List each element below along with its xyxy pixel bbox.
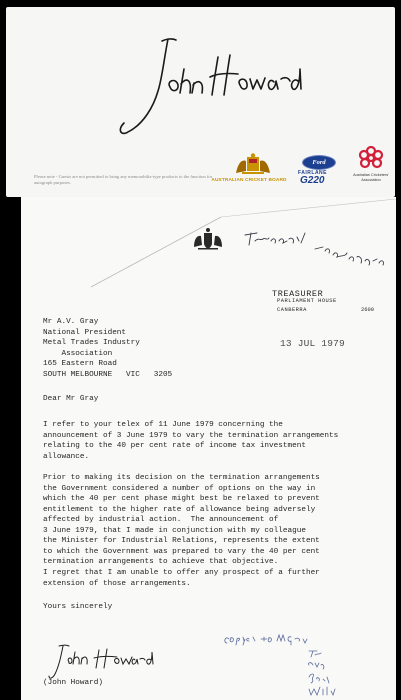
closing: Yours sincerely [43, 603, 113, 611]
handwritten-signature [106, 29, 306, 139]
handwritten-copies-note [221, 627, 351, 697]
office-address: PARLIAMENT HOUSE [277, 298, 337, 304]
office-postcode: 2600 [361, 307, 374, 313]
aca-logo [346, 145, 396, 193]
letter-date-stamp: 13 JUL 1979 [280, 338, 345, 349]
office-city: CANBERRA [277, 307, 307, 313]
aca-text: Australian Cricketers' Association [353, 173, 389, 182]
paragraph-2: Prior to making its decision on the termination arrangements the Government considered a number of options on the way in which the 40 per cent phase might best be relaxed to prevent entitlement to the higher rate of allowance being adversely affected by industrial action. The announcement of 3 June 1979, that I made in conjunction with my colleague the Minister for Industrial Relations, represents the extent to which the Government was prepared to vary the 40 per cent termination arrangements to achieve that objective. [43, 474, 320, 566]
coat-of-arms-icon [188, 227, 228, 253]
memorabilia-note: Please note - Guests are not permitted to bring any memorabilia-type products to the function for autograph purposes. [34, 174, 213, 185]
typed-name: (John Howard) [43, 679, 103, 687]
cricketers-association-icon [358, 145, 384, 171]
office-title: TREASURER [272, 289, 324, 299]
handwritten-annotation-top [241, 219, 391, 279]
recipient-address: Mr A.V. Gray National President Metal Trades Industry Association 165 Eastern Road SOUTH MELBOURNE VIC 3205 [43, 318, 173, 379]
salutation: Dear Mr Gray [43, 395, 99, 403]
paragraph-3: I regret that I am unable to offer any prospect of a further extension of those arrangements. [43, 569, 320, 588]
acb-logo [208, 153, 290, 189]
acb-text: AUSTRALIAN CRICKET BOARD [211, 178, 287, 183]
ford-fairlane-text: FAIRLANE [298, 170, 327, 176]
ford-logo [295, 155, 341, 193]
autograph-card [6, 7, 395, 197]
ford-oval: Ford [302, 155, 336, 170]
letter-page [21, 197, 396, 700]
cricket-board-crest-icon [232, 153, 274, 177]
paragraph-1: I refer to your telex of 11 June 1979 concerning the announcement of 3 June 1979 to vary the termination arrangements relating to the 40 per cent rate of income tax investment allowance. [43, 421, 339, 461]
ford-g220-text: G220 [300, 175, 325, 186]
